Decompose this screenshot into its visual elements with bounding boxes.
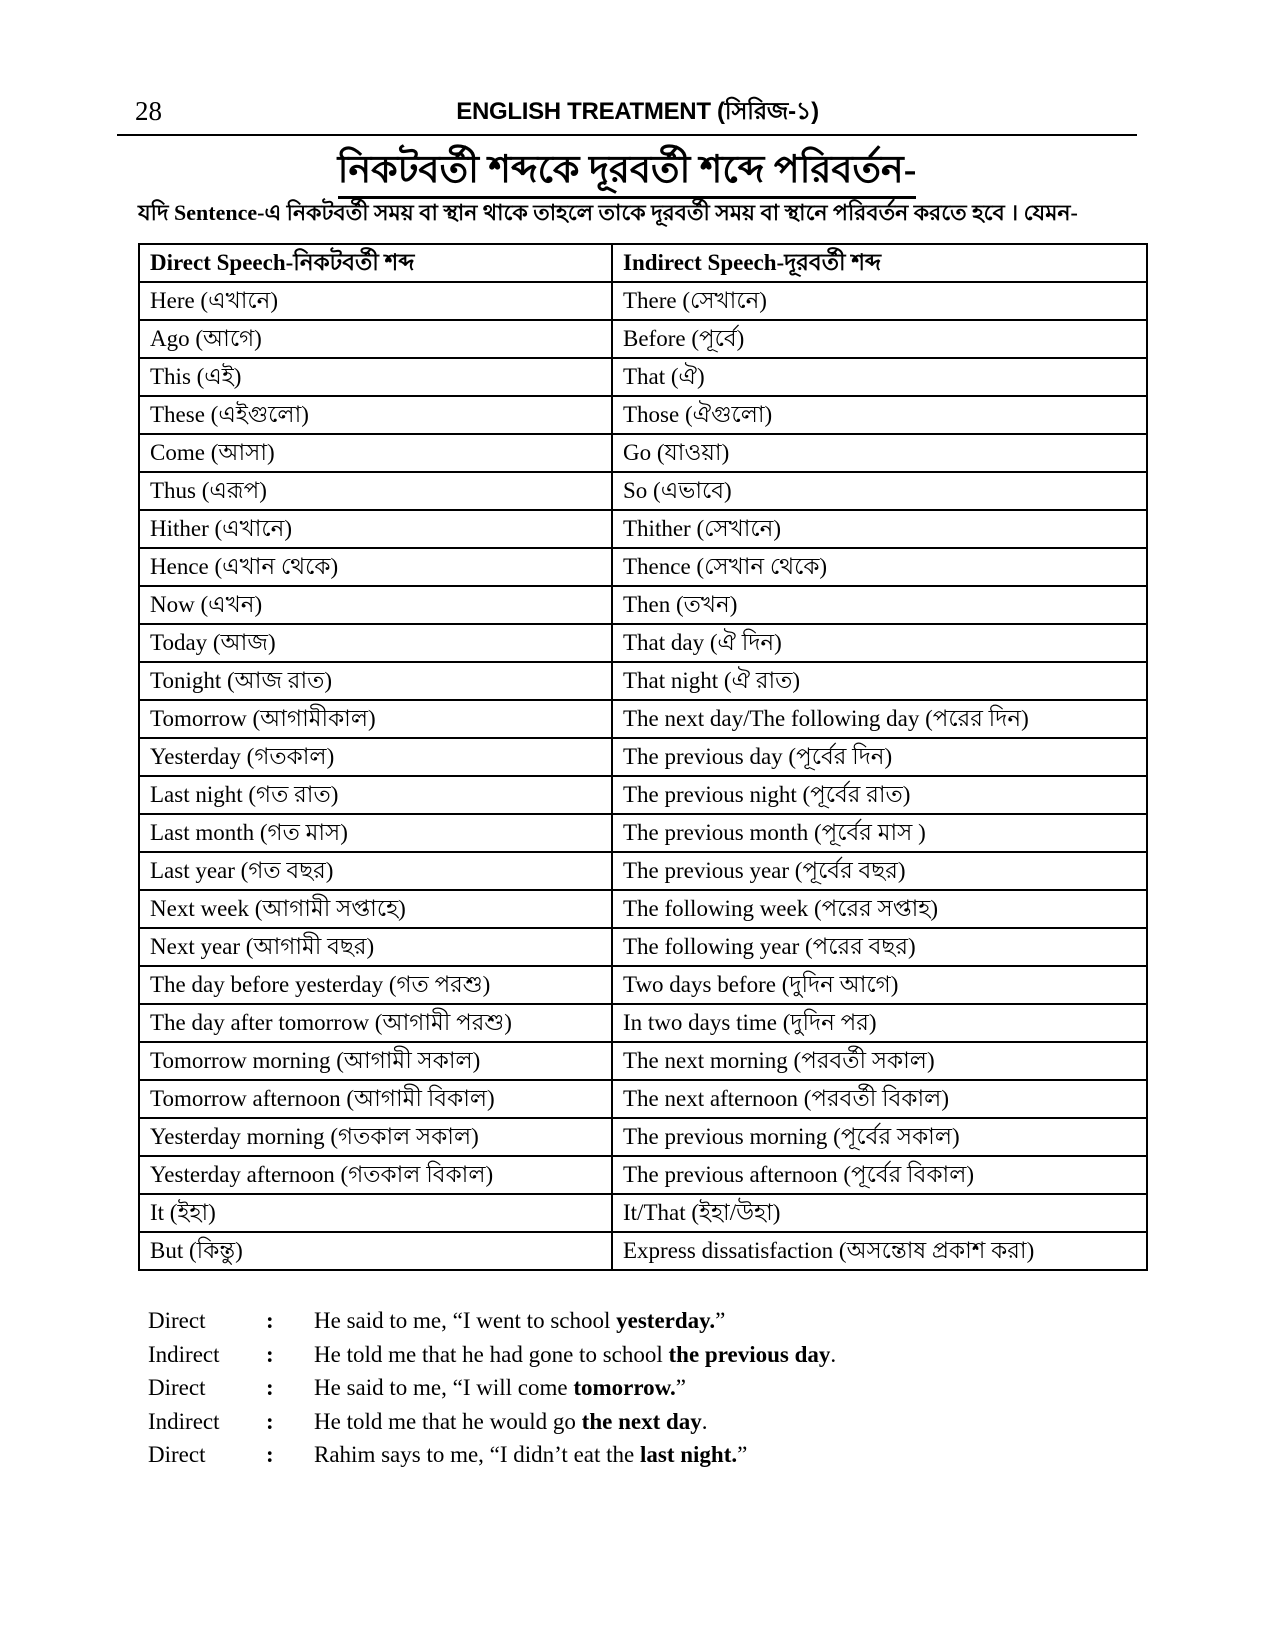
- indirect-speech-cell: The next day/The following day (পরের দিন): [612, 700, 1147, 738]
- indirect-speech-cell: In two days time (দুদিন পর): [612, 1004, 1147, 1042]
- table-row: [139, 662, 1147, 700]
- example-text-segment: ”: [675, 1375, 686, 1400]
- example-bold-segment: tomorrow.: [573, 1375, 676, 1400]
- table-row: [139, 1004, 1147, 1042]
- indirect-speech-cell: Express dissatisfaction (অসন্তোষ প্রকাশ করা): [612, 1232, 1147, 1270]
- conversion-table-body: [139, 282, 1147, 1270]
- intro-text: যদি Sentence-এ নিকটবর্তী সময় বা স্থান থাকে তাহলে তাকে দূরবর্তী সময় বা স্থানে পরিবর্তন করতে হবে । যেমন-: [138, 200, 1078, 225]
- table-row: [139, 1080, 1147, 1118]
- indirect-speech-cell: The previous month (পূর্বের মাস ): [612, 814, 1147, 852]
- table-row: [139, 510, 1147, 548]
- example-text-segment: .: [830, 1341, 837, 1367]
- direct-speech-cell: Tomorrow morning (আগামী সকাল): [139, 1042, 612, 1080]
- running-header-title: ENGLISH TREATMENT (সিরিজ-১): [456, 98, 819, 125]
- indirect-speech-cell: The previous day (পূর্বের দিন): [612, 738, 1147, 776]
- direct-speech-cell: Yesterday morning (গতকাল সকাল): [139, 1118, 612, 1156]
- indirect-speech-cell: That day (ঐ দিন): [612, 624, 1147, 662]
- direct-speech-cell: It (ইহা): [139, 1194, 612, 1232]
- example-text-segment: Rahim says to me, “I didn’t eat the: [314, 1442, 640, 1467]
- table-row: [139, 434, 1147, 472]
- indirect-speech-cell: The following week (পরের সপ্তাহ): [612, 890, 1147, 928]
- example-sentence: [314, 1342, 1148, 1368]
- table-row: [139, 472, 1147, 510]
- example-line: [148, 1375, 1148, 1409]
- indirect-speech-cell: That night (ঐ রাত): [612, 662, 1147, 700]
- direct-speech-cell: These (এইগুলো): [139, 396, 612, 434]
- example-colon: :: [266, 1442, 274, 1467]
- direct-speech-cell: The day after tomorrow (আগামী পরশু): [139, 1004, 612, 1042]
- direct-speech-cell: Tonight (আজ রাত): [139, 662, 612, 700]
- direct-speech-cell: Last night (গত রাত): [139, 776, 612, 814]
- example-colon: :: [266, 1341, 274, 1367]
- example-text-segment: He said to me, “I went to school: [314, 1308, 617, 1333]
- example-label: Direct: [148, 1308, 206, 1333]
- direct-speech-cell: Last year (গত বছর): [139, 852, 612, 890]
- example-bold-segment: last night.: [639, 1442, 738, 1467]
- indirect-speech-cell: So (এভাবে): [612, 472, 1147, 510]
- table-row: [139, 814, 1147, 852]
- example-sentence: [314, 1442, 1148, 1468]
- direct-speech-cell: Now (এখন): [139, 586, 612, 624]
- example-bold-segment: the previous day: [668, 1341, 831, 1367]
- example-text-segment: He said to me, “I will come: [314, 1375, 574, 1400]
- direct-speech-cell: Hither (এখানে): [139, 510, 612, 548]
- table-row: [139, 1042, 1147, 1080]
- direct-speech-cell: Tomorrow (আগামীকাল): [139, 700, 612, 738]
- examples-list: [148, 1308, 1148, 1476]
- example-text-segment: ”: [715, 1308, 726, 1333]
- table-row: [139, 890, 1147, 928]
- indirect-speech-cell: The previous night (পূর্বের রাত): [612, 776, 1147, 814]
- table-row: [139, 700, 1147, 738]
- table-header-row: [139, 244, 1147, 282]
- example-label: Direct: [148, 1375, 206, 1400]
- example-text-segment: He told me that he had gone to school: [314, 1341, 669, 1367]
- example-colon: :: [266, 1308, 274, 1333]
- indirect-speech-cell: Those (ঐগুলো): [612, 396, 1147, 434]
- example-sentence: [314, 1308, 1148, 1334]
- table-row: [139, 1156, 1147, 1194]
- example-colon: :: [266, 1408, 274, 1434]
- section-title: নিকটবর্তী শব্দকে দূরবর্তী শব্দে পরিবর্তন-: [338, 146, 917, 199]
- direct-speech-cell: Thus (এরূপ): [139, 472, 612, 510]
- direct-speech-cell: Today (আজ): [139, 624, 612, 662]
- indirect-speech-cell: There (সেখানে): [612, 282, 1147, 320]
- example-line: [148, 1442, 1148, 1476]
- indirect-speech-cell: The following year (পরের বছর): [612, 928, 1147, 966]
- indirect-speech-cell: The next afternoon (পরবর্তী বিকাল): [612, 1080, 1147, 1118]
- direct-speech-cell: The day before yesterday (গত পরশু): [139, 966, 612, 1004]
- table-row: [139, 358, 1147, 396]
- direct-speech-cell: But (কিন্তু): [139, 1232, 612, 1270]
- example-line: [148, 1409, 1148, 1443]
- indirect-speech-cell: Thither (সেখানে): [612, 510, 1147, 548]
- table-header-indirect: Indirect Speech-দূরবর্তী শব্দ: [612, 244, 1147, 282]
- indirect-speech-cell: It/That (ইহা/উহা): [612, 1194, 1147, 1232]
- example-line: [148, 1342, 1148, 1376]
- indirect-speech-cell: The next morning (পরবর্তী সকাল): [612, 1042, 1147, 1080]
- example-text-segment: He told me that he would go: [314, 1408, 582, 1434]
- example-sentence: [314, 1409, 1148, 1435]
- table-row: [139, 1232, 1147, 1270]
- example-bold-segment: the next day: [581, 1408, 702, 1434]
- indirect-speech-cell: Go (যাওয়া): [612, 434, 1147, 472]
- table-row: [139, 1194, 1147, 1232]
- example-colon: :: [266, 1375, 274, 1400]
- direct-speech-cell: Here (এখানে): [139, 282, 612, 320]
- page-number: 28: [135, 96, 162, 126]
- example-line: [148, 1308, 1148, 1342]
- table-row: [139, 738, 1147, 776]
- conversion-table: [138, 243, 1148, 1271]
- example-label: Indirect: [148, 1408, 220, 1434]
- table-row: [139, 1118, 1147, 1156]
- direct-speech-cell: This (এই): [139, 358, 612, 396]
- table-row: [139, 586, 1147, 624]
- table-row: [139, 776, 1147, 814]
- table-row: [139, 320, 1147, 358]
- table-row: [139, 282, 1147, 320]
- example-label: Direct: [148, 1442, 206, 1467]
- table-row: [139, 548, 1147, 586]
- indirect-speech-cell: The previous morning (পূর্বের সকাল): [612, 1118, 1147, 1156]
- direct-speech-cell: Come (আসা): [139, 434, 612, 472]
- direct-speech-cell: Ago (আগে): [139, 320, 612, 358]
- direct-speech-cell: Tomorrow afternoon (আগামী বিকাল): [139, 1080, 612, 1118]
- example-sentence: [314, 1375, 1148, 1401]
- table-row: [139, 966, 1147, 1004]
- indirect-speech-cell: Thence (সেখান থেকে): [612, 548, 1147, 586]
- example-text-segment: ”: [737, 1442, 748, 1467]
- indirect-speech-cell: Before (পূর্বে): [612, 320, 1147, 358]
- header-rule: [117, 134, 1137, 136]
- table-row: [139, 396, 1147, 434]
- indirect-speech-cell: The previous afternoon (পূর্বের বিকাল): [612, 1156, 1147, 1194]
- direct-speech-cell: Last month (গত মাস): [139, 814, 612, 852]
- direct-speech-cell: Yesterday (গতকাল): [139, 738, 612, 776]
- indirect-speech-cell: Two days before (দুদিন আগে): [612, 966, 1147, 1004]
- page-header: [0, 96, 1275, 130]
- example-label: Indirect: [148, 1341, 220, 1367]
- example-text-segment: .: [701, 1408, 708, 1434]
- indirect-speech-cell: That (ঐ): [612, 358, 1147, 396]
- example-bold-segment: yesterday.: [616, 1308, 716, 1333]
- conversion-table-head: [139, 244, 1147, 282]
- direct-speech-cell: Next week (আগামী সপ্তাহে): [139, 890, 612, 928]
- table-row: [139, 928, 1147, 966]
- direct-speech-cell: Next year (আগামী বছর): [139, 928, 612, 966]
- table-row: [139, 852, 1147, 890]
- direct-speech-cell: Yesterday afternoon (গতকাল বিকাল): [139, 1156, 612, 1194]
- direct-speech-cell: Hence (এখান থেকে): [139, 548, 612, 586]
- indirect-speech-cell: Then (তখন): [612, 586, 1147, 624]
- table-row: [139, 624, 1147, 662]
- indirect-speech-cell: The previous year (পূর্বের বছর): [612, 852, 1147, 890]
- section-title-wrap: [117, 146, 1137, 199]
- table-header-direct: Direct Speech-নিকটবর্তী শব্দ: [139, 244, 612, 282]
